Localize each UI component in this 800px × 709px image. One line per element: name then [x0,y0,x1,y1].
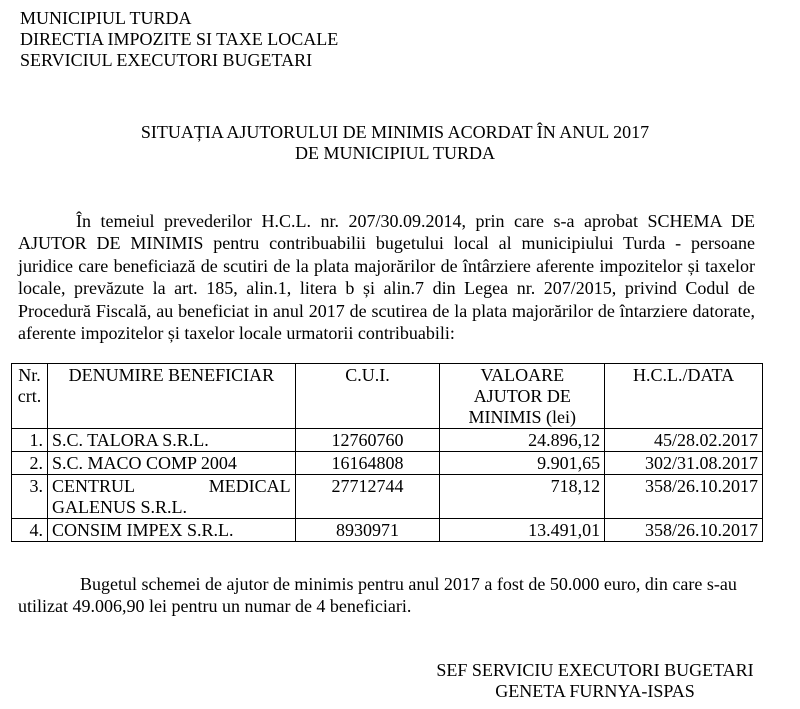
row-name: CONSIM IMPEX S.R.L. [47,519,295,542]
header-nr [12,364,48,429]
row-nr: 3. [12,475,48,519]
row-cui: 8930971 [295,519,440,542]
row-value: 24.896,12 [440,429,605,452]
header-cui: C.U.I. [295,364,440,429]
table-row [12,475,763,519]
table-row [12,429,763,452]
row-name: S.C. TALORA S.R.L. [47,429,295,452]
row-value: 13.491,01 [440,519,605,542]
row-hcl: 358/26.10.2017 [605,475,763,519]
title-line-2: DE MUNICIPIUL TURDA [295,143,495,163]
header-service: SERVICIUL EXECUTORI BUGETARI [20,50,313,70]
row-nr: 2. [12,452,48,475]
row-cui: 16164808 [295,452,440,475]
row-name-word-2: MEDICAL [208,476,291,496]
row-hcl: 358/26.10.2017 [605,519,763,542]
header-value-line-1: VALOARE [480,365,565,385]
row-hcl: 45/28.02.2017 [605,429,763,452]
intro-paragraph: În temeiul prevederilor H.C.L. nr. 207/30.09.2014, prin care s-a aprobat SCHEMA DE AJUTOR DE MINIMIS pentru contribuabilii bugetului local al municipiului Turda - persoane juridice care beneficiază de scutiri de la plata majorărilor de întârziere aferente impozitelor și taxelor locale, prevăzute la art. 185, alin.1, litera b și alin.7 din Legea nr. 207/2015, privind Codul de Procedură Fiscală, au beneficiat in anul 2017 de scutirea de la plata majorărilor de întarziere datorate, aferente impozitelor și taxelor locale urmatorii contribuabili: [18,211,755,344]
signature-title: SEF SERVICIU EXECUTORI BUGETARI [436,660,754,680]
row-cui: 27712744 [295,475,440,519]
document-title [0,122,790,164]
row-cui: 12760760 [295,429,440,452]
header-value-line-2: AJUTOR DE [473,386,571,406]
header-value [440,364,605,429]
row-nr: 1. [12,429,48,452]
row-nr: 4. [12,519,48,542]
row-value: 718,12 [440,475,605,519]
row-name: S.C. MACO COMP 2004 [47,452,295,475]
table-row [12,452,763,475]
row-name-line-2: GALENUS S.R.L. [51,497,187,517]
header-value-line-3: MINIMIS (lei) [468,407,577,427]
header-directorate: DIRECTIA IMPOZITE SI TAXE LOCALE [20,29,339,49]
row-name-word-1: CENTRUL [51,476,135,496]
row-name [47,475,295,519]
budget-paragraph: Bugetul schemei de ajutor de minimis pentru anul 2017 a fost de 50.000 euro, din care s-au utilizat 49.006,90 lei pentru un numar de 4 beneficiari. [18,574,737,616]
table-row [12,519,763,542]
signature-name: GENETA FURNYA-ISPAS [495,681,695,701]
table-header-row [12,364,763,429]
row-name-line-1-wrap [52,476,291,497]
header-hcl: H.C.L./DATA [605,364,763,429]
header-nr-line-1: Nr. [18,365,41,385]
header-municipality: MUNICIPIUL TURDA [20,8,192,28]
header-nr-line-2: crt. [17,386,42,406]
title-line-1: SITUAȚIA AJUTORULUI DE MINIMIS ACORDAT ÎN ANUL 2017 [140,122,650,142]
row-value: 9.901,65 [440,452,605,475]
document-header [20,8,338,71]
row-hcl: 302/31.08.2017 [605,452,763,475]
signature-block [400,660,790,702]
header-name: DENUMIRE BENEFICIAR [47,364,295,429]
beneficiaries-table [11,363,763,542]
